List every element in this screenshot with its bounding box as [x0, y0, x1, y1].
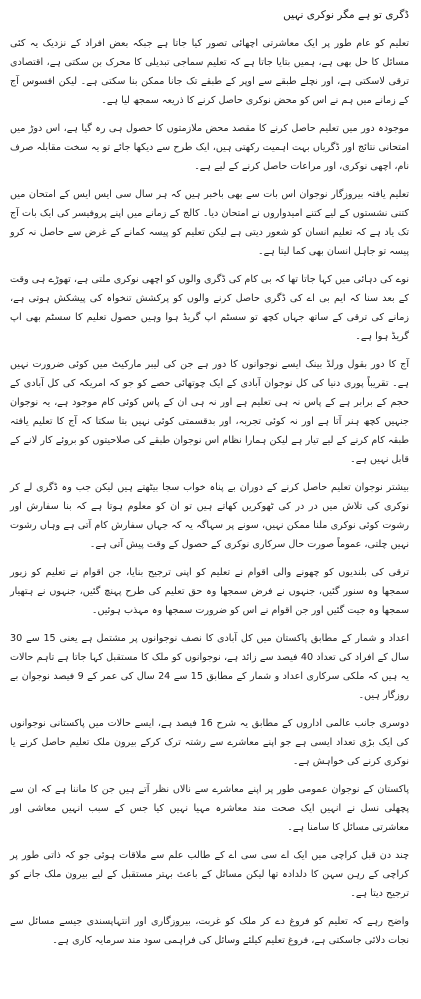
article-paragraph-8: اعداد و شمار کے مطابق پاکستان میں کل آبادی کا نصف نوجوانوں پر مشتمل ہے یعنی 15 سے 30 سال کے افراد کی تعداد 40 فیصد سے زائد ہے، نوجوانوں کو ملک کا مستقبل کہا جاتا ہے تاہم حالات یہ ہیں کہ ملکی سرکاری اعداد و شمار کے مطابق 15 سے 24 سال کی عمر کے 9 فیصد نوجوان بے روزگار ہیں۔: [10, 633, 409, 701]
article-paragraph-12: واضح رہے کہ تعلیم کو فروغ دے کر ملک کو غربت، بیروزگاری اور انتہاپسندی جیسے مسائل سے نجات دلائی جاسکتی ہے، فروغ تعلیم کیلئے وسائل کی فراہمی سود مند سرمایہ کاری ہے۔: [10, 916, 409, 946]
article-paragraph-4: نوے کی دہائی میں کہا جاتا تھا کہ بی کام کی ڈگری والوں کو اچھی نوکری ملتی ہے، تھوڑے ہی وقت کے بعد سنا کہ ایم بی اے کی ڈگری حاصل کرنے والوں کو پرکشش تنخواہ کی پیشکش ہوتی ہے، زمانے کی ترقی کے ساتھ جہاں کچھ تو سسٹم اپ گریڈ ہوا وہیں حصول تعلیم کا سسٹم بھی اپ گریڈ ہوا ہے۔: [10, 274, 409, 342]
article-paragraph-2: موجودہ دور میں تعلیم حاصل کرنے کا مقصد محض ملازمتوں کا حصول ہی رہ گیا ہے، اس دوڑ میں امتحانی نتائج اور ڈگریاں بہت اہمیت رکھتی ہیں، ایک طرح سے دیکھا جائے تو یہ سخت مقابلہ صرف نام، اچھی نوکری، اور مراعات حاصل کرنے کے لیے ہے۔: [10, 123, 409, 172]
article-paragraph-1: تعلیم کو عام طور پر ایک معاشرتی اچھائی تصور کیا جاتا ہے جبکہ بعض افراد کے نزدیک یہ کئی مسائل کا حل بھی ہے، ہمیں بتایا جاتا ہے کہ تعلیم سماجی تبدیلی کا محرک بن سکتی ہے، اقتصادی ترقی لاسکتی ہے، اور نچلے طبقے سے اوپر کے طبقے تک جانا ممکن بنا سکتی ہے۔ لیکن افسوس آج کے زمانے میں ہم نے اس کو محض نوکری حاصل کرنے کا ذریعہ سمجھ لیا ہے۔: [10, 38, 409, 106]
article-paragraph-10: پاکستان کے نوجوان عمومی طور پر اپنے معاشرے سے نالاں نظر آتے ہیں جن کا ماننا ہے کہ ان سے پچھلی نسل نے انہیں ایک صحت مند معاشرہ مہیا نہیں کیا جس کے سبب انہیں معاشی اور معاشرتی مسائل کا سامنا ہے۔: [10, 784, 409, 833]
article-paragraph-7: ترقی کی بلندیوں کو چھونے والی اقوام نے تعلیم کو اپنی ترجیح بنایا، جن اقوام نے تعلیم کو زیور سمجھا وہ سنور گئیں، جنہوں نے فرض سمجھا وہ حق تعلیم کی طرح پہنچ گئیں، جنہوں نے ہتھیار سمجھا وہ جیت گئیں اور جن اقوام نے اس کو ضرورت سمجھا وہ مہذب ہوئیں۔: [10, 567, 409, 616]
article-paragraph-11: چند دن قبل کراچی میں ایک اے سی سی اے کے طالب علم سے ملاقات ہوئی جو کہ ذاتی طور پر کراچی کے رہن سہن کا دلدادہ تھا لیکن مسائل کے باعث بہتر مستقبل کے لیے بیرون ملک جانے کو ترجیح دیتا ہے۔: [10, 850, 409, 899]
article-paragraph-9: دوسری جانب عالمی اداروں کے مطابق یہ شرح 16 فیصد ہے، ایسے حالات میں پاکستانی نوجوانوں کی ایک بڑی تعداد ایسی ہے جو اپنے معاشرے سے رشتہ ترک کرکے بیرون ملک تعلیم حاصل کرنے یا نوکری کرنے کی خواہش ہے۔: [10, 718, 409, 767]
article-paragraph-6: بیشتر نوجوان تعلیم حاصل کرنے کے دوران بے پناہ خواب سجا بیٹھتے ہیں لیکن جب وہ ڈگری لے کر نوکری کی تلاش میں در در کی ٹھوکریں کھاتے ہیں تو ان کو معلوم ہوتا ہے کہ بنا سفارش اور رشوت کوئی نوکری ملنا ممکن نہیں، سونے پر سہاگہ یہ کہ جہاں سفارش کام آتی ہے وہاں رشوت نہیں چلتی، عموماً صورت حال سرکاری نوکری کے حصول کے وقت پیش آتی ہے۔: [10, 482, 409, 550]
article-paragraph-5: آج کا دور بقول ورلڈ بینک ایسے نوجوانوں کا دور ہے جن کی لیبر مارکیٹ میں کوئی ضرورت نہیں ہے۔ تقریباً پوری دنیا کی کل نوجوان آبادی کے ایک چوتھائی حصے کو جو کہ امریکہ کی کل آبادی کے حجم کے برابر ہے کے پاس نہ ہی تعلیم ہے اور نہ ہی ان کے پاس کوئی کام موجود ہے، یہ نوجوان جنہیں کچھ ہنر آتا ہے اور نہ کوئی تجربہ، اور بدقسمتی کوئی نہیں بتا سکتا کہ آج کا تعلیم یافتہ طبقہ کام کرنے کے لیے تیار ہے لیکن ہمارا نظام اس نوجوان طبقے کی صلاحیتوں کو بروئے کار لانے کے قابل نہیں ہے۔: [10, 359, 409, 465]
article-paragraph-3: تعلیم یافتہ بیروزگار نوجوان اس بات سے بھی باخبر ہیں کہ ہر سال سی ایس ایس کے امتحان میں کتنی نشستوں کے لیے کتنے امیدواروں نے امتحان دیا۔ کالج کے زمانے میں اپنے پروفیسر کی ایک بات آج تک یاد ہے کہ تعلیم انسان کو شعور دیتی ہے لیکن تعلیم کو پیسہ کمانے کے غرض سے حاصل نہ کرو پیسہ تو جاہل انسان بھی کما لیتا ہے۔: [10, 189, 409, 257]
article-title: ڈگری تو ہے مگر نوکری نہیں: [283, 9, 409, 21]
